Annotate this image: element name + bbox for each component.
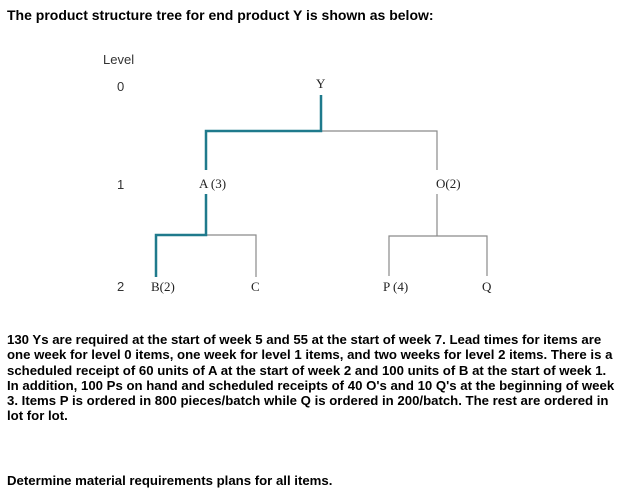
level-2-label: 2 (117, 279, 125, 294)
node-o: O(2) (436, 176, 461, 191)
edge-a-to-b (156, 194, 206, 277)
level-1-label: 1 (117, 177, 125, 192)
edge-y-to-o (321, 131, 437, 170)
edge-y-to-a (206, 95, 321, 170)
node-p: P (4) (383, 279, 409, 294)
node-q: Q (482, 279, 492, 294)
level-0-label: 0 (117, 79, 125, 94)
question-text: Determine material requirements plans for all items. (7, 473, 333, 488)
node-y: Y (316, 76, 326, 91)
level-header: Level (103, 52, 135, 67)
edge-o-to-p-q (389, 194, 487, 276)
edge-a-to-c (206, 235, 256, 277)
node-c: C (251, 279, 260, 294)
node-b: B(2) (151, 279, 175, 294)
problem-statement: 130 Ys are required at the start of week 5 and 55 at the start of week 7. Lead times for items are one week for level 0 items, one week for level 1 items, and two weeks for level 2 items. There is a scheduled receipt of 60 units of A at the start of week 2 and 100 units of B at the start of week 1. In addition, 100 Ps on hand and scheduled receipts of 40 O's and 10 Q's at the beginning of week 3. Items P is ordered in 800 pieces/batch while Q is ordered in 200/batch. The rest are ordered in lot for lot. (7, 332, 615, 424)
node-a: A (3) (199, 176, 227, 191)
page-title: The product structure tree for end product Y is shown as below: (7, 7, 434, 23)
